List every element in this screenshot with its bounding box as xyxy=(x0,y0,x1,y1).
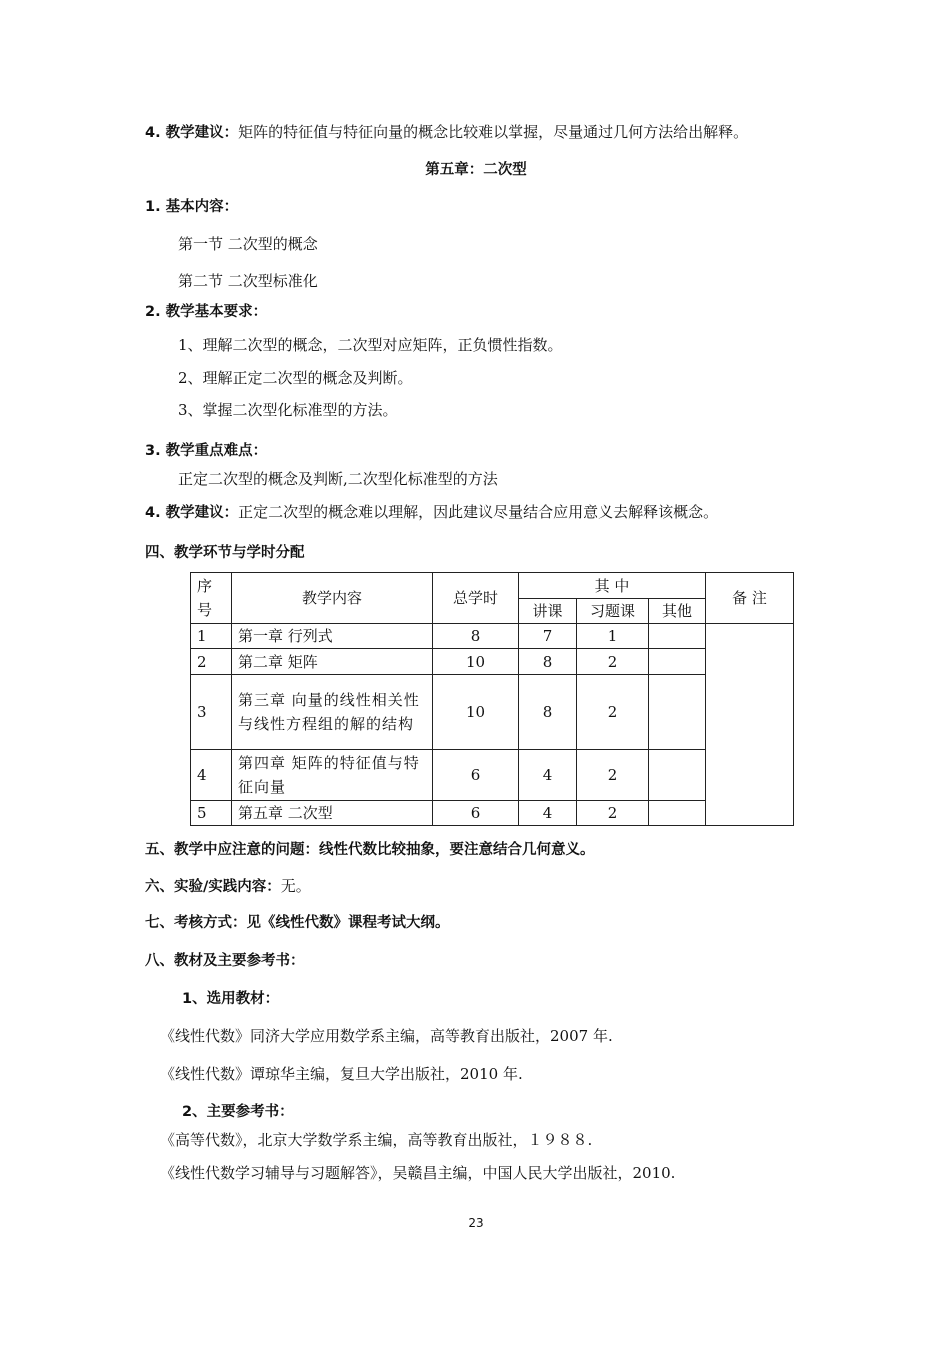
references-label: 2、主要参考书： xyxy=(182,1104,294,1120)
section7: 七、考核方式：见《线性代数》课程考试大纲。 xyxy=(145,915,450,931)
cell-total: 10 xyxy=(433,649,519,675)
header-content: 教学内容 xyxy=(232,573,433,624)
cell-total: 6 xyxy=(433,801,519,826)
cell-content: 第五章 二次型 xyxy=(232,801,433,826)
header-lecture: 讲课 xyxy=(519,599,577,624)
cell-seq: 3 xyxy=(191,675,232,750)
cell-content: 第一章 行列式 xyxy=(232,624,433,649)
cell-other xyxy=(649,624,706,649)
basic-req-label: 2. 教学基本要求： xyxy=(145,304,268,320)
cell-other xyxy=(649,675,706,750)
cell-other xyxy=(649,750,706,801)
section5: 五、教学中应注意的问题：线性代数比较抽象，要注意结合几何意义。 xyxy=(145,842,595,858)
ch4-advice-text: 矩阵的特征值与特征向量的概念比较难以掌握，尽量通过几何方法给出解释。 xyxy=(238,123,749,141)
table-row xyxy=(191,750,794,801)
cell-lecture: 8 xyxy=(519,675,577,750)
chapter5-title: 第五章：二次型 xyxy=(425,162,527,178)
section6-text: 无。 xyxy=(280,877,311,895)
table-row xyxy=(191,801,794,826)
cell-seq: 4 xyxy=(191,750,232,801)
basic-req-item: 1、理解二次型的概念，二次型对应矩阵，正负惯性指数。 xyxy=(178,336,563,354)
header-total: 总学时 xyxy=(433,573,519,624)
cell-exercise: 2 xyxy=(577,801,649,826)
cell-exercise: 2 xyxy=(577,649,649,675)
section8-title: 八、教材及主要参考书： xyxy=(145,953,305,969)
schedule-table xyxy=(190,572,794,826)
cell-content: 第四章 矩阵的特征值与特征向量 xyxy=(232,750,433,801)
cell-exercise: 1 xyxy=(577,624,649,649)
cell-seq: 1 xyxy=(191,624,232,649)
cell-remark xyxy=(706,624,794,826)
header-other: 其他 xyxy=(649,599,706,624)
ch5-advice-text: 正定二次型的概念难以理解，因此建议尽量结合应用意义去解释该概念。 xyxy=(238,503,719,521)
cell-seq: 5 xyxy=(191,801,232,826)
textbook-item: 《线性代数》谭琼华主编，复旦大学出版社，2010 年. xyxy=(160,1065,523,1083)
page-number: 23 xyxy=(468,1216,484,1230)
cell-other xyxy=(649,649,706,675)
reference-item: 《线性代数学习辅导与习题解答》，吴赣昌主编，中国人民大学出版社，2010. xyxy=(160,1164,676,1182)
ch5-advice xyxy=(145,502,718,523)
section4-title: 四、教学环节与学时分配 xyxy=(145,545,305,561)
cell-lecture: 4 xyxy=(519,801,577,826)
ch4-advice-label: 4. 教学建议： xyxy=(145,125,239,141)
table-row xyxy=(191,675,794,750)
cell-content: 第二章 矩阵 xyxy=(232,649,433,675)
textbook-item: 《线性代数》同济大学应用数学系主编，高等教育出版社，2007 年. xyxy=(160,1027,613,1045)
cell-content: 第三章 向量的线性相关性与线性方程组的解的结构 xyxy=(232,675,433,750)
cell-lecture: 7 xyxy=(519,624,577,649)
cell-exercise: 2 xyxy=(577,750,649,801)
basic-content-item: 第一节 二次型的概念 xyxy=(178,235,318,253)
textbooks-label: 1、选用教材： xyxy=(182,991,280,1007)
cell-other xyxy=(649,801,706,826)
header-among: 其 中 xyxy=(519,573,706,599)
header-seq: 序号 xyxy=(191,573,232,624)
key-points-label: 3. 教学重点难点： xyxy=(145,443,268,459)
header-exercise: 习题课 xyxy=(577,599,649,624)
ch5-advice-label: 4. 教学建议： xyxy=(145,505,239,521)
cell-exercise: 2 xyxy=(577,675,649,750)
cell-lecture: 8 xyxy=(519,649,577,675)
table-row xyxy=(191,649,794,675)
key-points-text: 正定二次型的概念及判断,二次型化标准型的方法 xyxy=(178,470,498,488)
cell-total: 8 xyxy=(433,624,519,649)
section6 xyxy=(145,876,311,897)
basic-req-item: 2、理解正定二次型的概念及判断。 xyxy=(178,369,413,387)
basic-req-item: 3、掌握二次型化标准型的方法。 xyxy=(178,401,398,419)
header-remark: 备 注 xyxy=(706,573,794,624)
basic-content-item: 第二节 二次型标准化 xyxy=(178,272,318,290)
cell-lecture: 4 xyxy=(519,750,577,801)
cell-total: 10 xyxy=(433,675,519,750)
section6-label: 六、实验/实践内容： xyxy=(145,879,281,895)
basic-content-label: 1. 基本内容： xyxy=(145,199,239,215)
reference-item: 《高等代数》，北京大学数学系主编，高等教育出版社，１９８８. xyxy=(160,1131,593,1149)
ch4-advice xyxy=(145,122,748,143)
cell-total: 6 xyxy=(433,750,519,801)
table-row xyxy=(191,624,794,649)
cell-seq: 2 xyxy=(191,649,232,675)
